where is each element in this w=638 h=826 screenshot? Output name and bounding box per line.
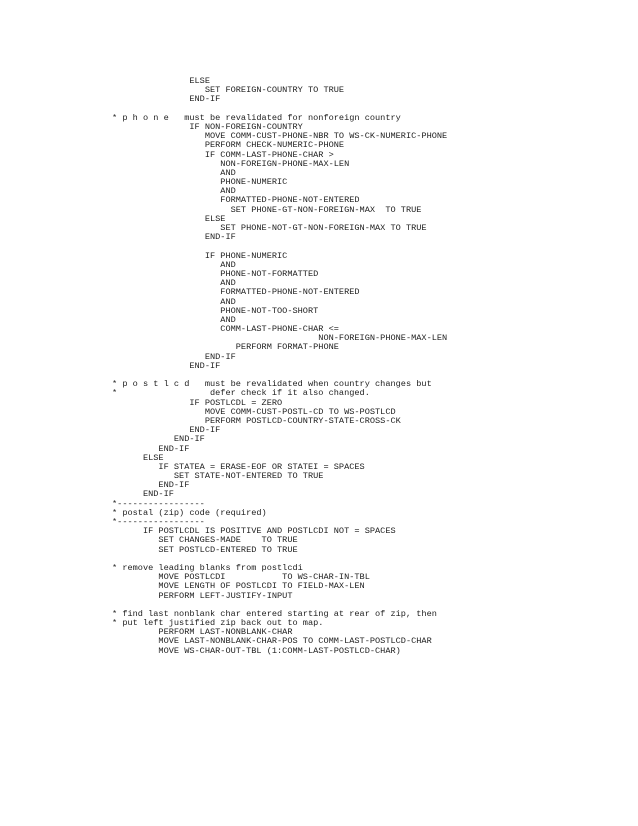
code-line: PERFORM POSTLCD-COUNTRY-STATE-CROSS-CK xyxy=(112,415,401,426)
code-line: IF PHONE-NUMERIC xyxy=(112,250,288,261)
code-line: SET CHANGES-MADE TO TRUE xyxy=(112,535,298,546)
comment-line: * p o s t l c d must be revalidated when country changes but xyxy=(112,379,432,390)
code-line: PERFORM LEFT-JUSTIFY-INPUT xyxy=(112,590,293,601)
comment-line: *----------------- xyxy=(112,498,205,509)
code-line: PHONE-NOT-TOO-SHORT xyxy=(112,305,319,316)
comment-line: * defer check if it also changed. xyxy=(112,388,370,399)
code-line: SET PHONE-NOT-GT-NON-FOREIGN-MAX TO TRUE xyxy=(112,223,427,233)
comment-line: * p h o n e must be revalidated for nonforeign country xyxy=(112,112,401,123)
code-line: SET POSTLCD-ENTERED TO TRUE xyxy=(112,544,298,555)
code-line: END-IF xyxy=(112,480,190,491)
code-line: END-IF xyxy=(112,443,190,454)
code-line: MOVE POSTLCDI TO WS-CHAR-IN-TBL xyxy=(112,572,370,583)
code-line: NON-FOREIGN-PHONE-MAX-LEN xyxy=(112,158,350,169)
code-line: END-IF xyxy=(112,360,221,371)
code-line: END-IF xyxy=(112,94,221,105)
code-line: END-IF xyxy=(112,351,236,362)
code-line: FORMATTED-PHONE-NOT-ENTERED xyxy=(112,287,360,298)
comment-line: *----------------- xyxy=(112,517,205,527)
code-line: IF POSTLCDL = ZERO xyxy=(112,397,283,408)
code-line: AND xyxy=(112,314,236,325)
code-line: SET PHONE-GT-NON-FOREIGN-MAX TO TRUE xyxy=(112,204,422,215)
comment-line: * postal (zip) code (required) xyxy=(112,507,267,518)
code-line: MOVE LENGTH OF POSTLCDI TO FIELD-MAX-LEN xyxy=(112,581,365,592)
code-line: ELSE xyxy=(112,76,210,86)
code-line: SET FOREIGN-COUNTRY TO TRUE xyxy=(112,85,345,96)
code-line: PERFORM CHECK-NUMERIC-PHONE xyxy=(112,140,345,151)
code-line: AND xyxy=(112,167,236,178)
code-line: ELSE xyxy=(112,213,226,224)
code-line: IF STATEA = ERASE-EOF OR STATEI = SPACES xyxy=(112,461,365,472)
code-line: MOVE COMM-CUST-PHONE-NBR TO WS-CK-NUMERIC-PHONE xyxy=(112,131,448,142)
code-line: IF COMM-LAST-PHONE-CHAR > xyxy=(112,149,334,160)
code-line: AND xyxy=(112,186,236,197)
code-line: MOVE WS-CHAR-OUT-TBL (1:COMM-LAST-POSTLCD-CHAR) xyxy=(112,645,401,656)
code-listing xyxy=(112,77,447,656)
code-line: NON-FOREIGN-PHONE-MAX-LEN xyxy=(112,333,448,344)
code-line: IF NON-FOREIGN-COUNTRY xyxy=(112,121,303,132)
comment-line: * put left justified zip back out to map. xyxy=(112,618,324,629)
code-line: MOVE COMM-CUST-POSTL-CD TO WS-POSTLCD xyxy=(112,406,396,417)
code-line: COMM-LAST-PHONE-CHAR <= xyxy=(112,324,339,335)
code-line: END-IF xyxy=(112,425,221,436)
code-line: FORMATTED-PHONE-NOT-ENTERED xyxy=(112,195,360,206)
code-line: END-IF xyxy=(112,434,205,445)
code-line: AND xyxy=(112,278,236,289)
code-line: ELSE xyxy=(112,452,164,463)
code-line: END-IF xyxy=(112,232,236,243)
code-line: IF POSTLCDL IS POSITIVE AND POSTLCDI NOT = SPACES xyxy=(112,526,396,537)
comment-line: * remove leading blanks from postlcdi xyxy=(112,562,303,573)
code-line: AND xyxy=(112,296,236,307)
comment-line: * find last nonblank char entered starting at rear of zip, then xyxy=(112,608,437,619)
code-line: MOVE LAST-NONBLANK-CHAR-POS TO COMM-LAST-POSTLCD-CHAR xyxy=(112,636,432,647)
code-line: END-IF xyxy=(112,489,174,500)
code-line: PERFORM LAST-NONBLANK-CHAR xyxy=(112,627,293,638)
code-line: SET STATE-NOT-ENTERED TO TRUE xyxy=(112,471,324,482)
code-line: PERFORM FORMAT-PHONE xyxy=(112,342,339,353)
code-line: AND xyxy=(112,259,236,270)
code-line: PHONE-NOT-FORMATTED xyxy=(112,268,319,279)
code-line: PHONE-NUMERIC xyxy=(112,177,288,188)
